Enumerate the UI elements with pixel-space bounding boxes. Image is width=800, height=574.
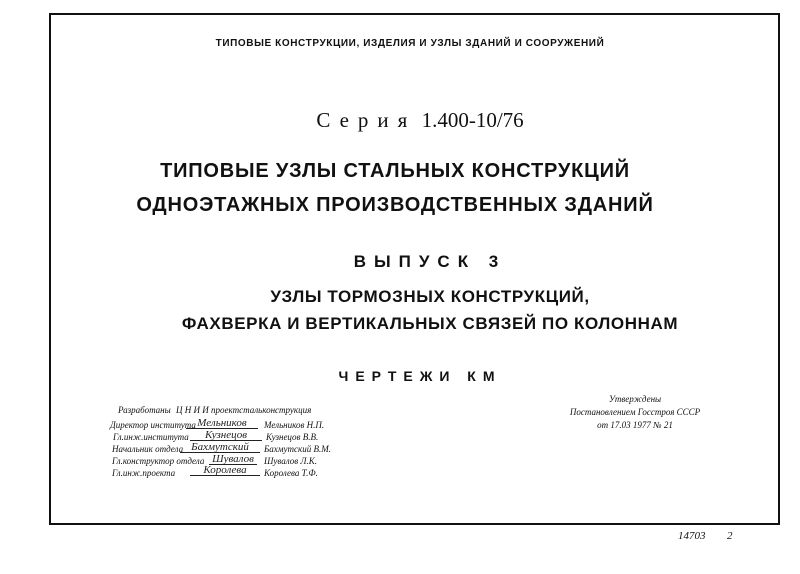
signature: Мельников: [186, 418, 258, 429]
credit-name: Мельников Н.П.: [264, 420, 325, 430]
credit-role: Начальник отдела: [112, 444, 184, 454]
drawing-code: 14703: [678, 530, 706, 542]
page-number: 2: [727, 530, 733, 542]
drawings-label: ЧЕРТЕЖИ КМ: [338, 368, 502, 384]
footer: [678, 530, 733, 542]
subtitle-line-1: УЗЛЫ ТОРМОЗНЫХ КОНСТРУКЦИЙ,: [270, 287, 590, 306]
approval-line-1: Утверждены: [608, 394, 662, 404]
signature: Королева: [190, 465, 260, 476]
series-label: Серия: [316, 108, 417, 132]
credit-name: Королева Т.Ф.: [264, 468, 318, 478]
subtitle-line-2: ФАХВЕРКА И ВЕРТИКАЛЬНЫХ СВЯЗЕЙ ПО КОЛОННАМ: [181, 314, 679, 333]
credit-name: Бахмутский В.М.: [264, 444, 331, 454]
credit-name: Кузнецов В.В.: [266, 432, 319, 442]
approval-line-2: Постановлением Госстроя СССР: [569, 407, 701, 417]
developer-name: Ц Н И И проектстальконструкция: [176, 405, 312, 415]
series-number: 1.400-10/76: [421, 108, 524, 132]
credit-role: Гл.инж.института: [113, 432, 189, 442]
issue-label: ВЫПУСК 3: [353, 252, 507, 271]
title-line-1: ТИПОВЫЕ УЗЛЫ СТАЛЬНЫХ КОНСТРУКЦИЙ: [160, 160, 630, 182]
developed-label: Разработаны: [118, 405, 171, 415]
approval-block: [555, 393, 715, 432]
title-line-2: ОДНОЭТАЖНЫХ ПРОИЗВОДСТВЕННЫХ ЗДАНИЙ: [136, 194, 654, 216]
signature: Бахмутский: [180, 442, 260, 453]
credit-name: Шувалов Л.К.: [264, 456, 317, 466]
credit-role: Директор института: [110, 420, 196, 430]
signature: Шувалов: [209, 454, 257, 465]
credit-role: Гл.инж.проекта: [112, 468, 176, 478]
credit-role: Гл.конструктор отдела: [112, 456, 205, 466]
header-title: ТИПОВЫЕ КОНСТРУКЦИИ, ИЗДЕЛИЯ И УЗЛЫ ЗДАНИЙ И СООРУЖЕНИЙ: [215, 38, 605, 49]
approval-line-3: от 17.03 1977 № 21: [597, 420, 673, 430]
signature: Кузнецов: [190, 430, 262, 441]
